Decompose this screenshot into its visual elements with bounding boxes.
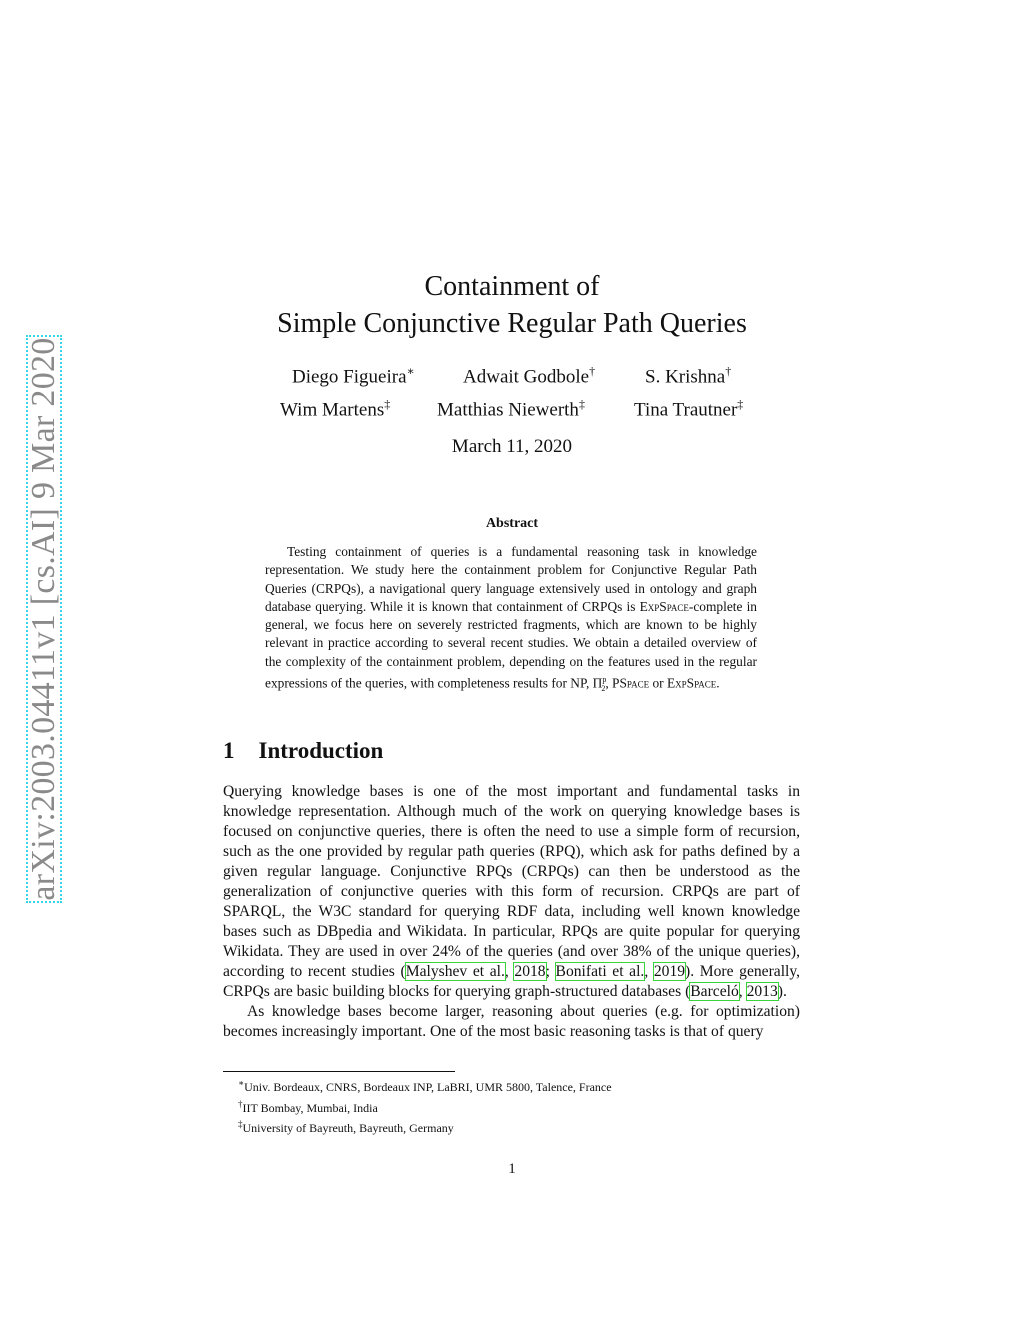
author-name: S. Krishna [645, 366, 726, 388]
paragraph-text: ). [777, 983, 787, 1000]
author-krishna [645, 364, 731, 388]
title-line-1: Containment of [424, 271, 600, 302]
paragraph-1: Querying knowledge bases is one of the most important and fundamental tasks in knowledge representation. Although much of the work on querying knowledge bases is focused on conjunctive queries, there is often the need to use a simple form of recursion, such as the one provided by regular path queries (RPQ), which ask for paths defined by a given regular language. Conjunctive RPQs (CRPQs) can then be understood as the generalization of conjunctive queries with this form of recursion. CRPQs are part of SPARQL, the W3C standard for querying RDF data, including well known knowledge bases such as DBpedia and Wikidata. In particular, RPQs are quite popular for querying Wikidata. They are used in over 24% of the queries (and over 38% of the unique queries), according to recent studies (Malyshev et al., 2018; Bonifati et al., 2019). More generally, CRPQs are basic building blocks for querying graph-structured databases (Barceló, 2013). [223, 783, 801, 1000]
complexity-class: ExpSpace [666, 675, 717, 691]
author-figueira [292, 364, 415, 388]
abstract-body [265, 543, 757, 699]
section-body [223, 782, 800, 1042]
footnotes [238, 1075, 612, 1137]
footnote [238, 1116, 612, 1137]
author-affiliation-mark: ‡ [737, 397, 744, 411]
pi-subscript: 2 [601, 684, 606, 694]
author-affiliation-mark: ‡ [384, 397, 391, 411]
author-name: Tina Trautner [634, 399, 738, 421]
footnote-text: Univ. Bordeaux, CNRS, Bordeaux INP, LaBRI, UMR 5800, Talence, France [244, 1080, 612, 1094]
author-affiliation-mark: ∗ [406, 364, 415, 378]
author-affiliation-mark: † [589, 364, 596, 378]
footnote [238, 1075, 612, 1096]
paper-date: March 11, 2020 [451, 436, 573, 457]
section-heading [223, 738, 383, 764]
citation-link[interactable]: 2019 [653, 963, 686, 980]
author-trautner [634, 397, 743, 421]
arxiv-identifier-box[interactable] [26, 335, 62, 903]
abstract-text: or [649, 675, 667, 691]
section-number: 1 [223, 738, 235, 763]
abstract-text: -complete in general, we focus here on severely restricted fragments, which are known to be highly relevant in practice according to several recent studies. We obtain a detailed overview of the complexity of the containment problem, depending on the features used in the regular expressions of the queries, with completeness results for NP, Π [265, 598, 757, 691]
title-line-2: Simple Conjunctive Regular Path Queries [277, 308, 747, 339]
abstract-text: . [716, 675, 720, 691]
paper-title [0, 268, 1024, 342]
author-name: Matthias Niewerth [437, 399, 579, 421]
author-godbole [463, 364, 595, 388]
author-name: Adwait Godbole [463, 366, 590, 388]
citation-link[interactable]: Malyshev et al. [405, 963, 505, 980]
abstract-heading: Abstract [485, 516, 539, 531]
citation-link[interactable]: Bonifati et al. [555, 963, 645, 980]
paragraph-2: As knowledge bases become larger, reasoning about queries (e.g. for optimization) becomes increasingly important. One of the most basic reasoning tasks is that of query [223, 1003, 800, 1040]
page-number: 1 [508, 1161, 516, 1177]
author-name: Diego Figueira [292, 366, 407, 388]
abstract-text: , [605, 675, 613, 691]
footnote-mark: † [238, 1098, 243, 1109]
footnote-mark: ∗ [238, 1078, 245, 1088]
footnote-text: University of Bayreuth, Bayreuth, Germany [242, 1121, 454, 1135]
author-niewerth [437, 397, 585, 421]
complexity-class: ExpSpace [639, 598, 689, 614]
author-martens [280, 397, 390, 421]
abstract-text: Testing containment of queries is a fundamental reasoning task in knowledge representation. We study here the containment problem for Conjunctive Regular Path Queries (CRPQs), a navigational query language extensively used in ontology and graph database querying. While it is known that containment of CRPQs is [265, 544, 757, 614]
pi-superscript: p [602, 675, 607, 685]
author-name: Wim Martens [280, 399, 385, 421]
author-affiliation-mark: † [725, 364, 732, 378]
citation-link[interactable]: 2018 [514, 963, 546, 980]
footnote-mark: ‡ [238, 1119, 243, 1129]
paragraph-text: ). More generally, CRPQs are basic building blocks for querying graph-structured databases ( [223, 963, 801, 1000]
paragraph-text: Querying knowledge bases is one of the most important and fundamental tasks in knowledge representation. Although much of the work on querying knowledge bases is focused on conjunctive queries, there is often the need to use a simple form of recursion, such as the one provided by regular path queries (RPQ), which ask for paths defined by a given regular language. Conjunctive RPQs (CRPQs) can then be understood as the generalization of conjunctive queries with this form of recursion. CRPQs are part of SPARQL, the W3C standard for querying RDF data, including well known knowledge bases such as DBpedia and Wikidata. In particular, RPQs are quite popular for querying Wikidata. They are used in over 24% of the queries (and over 38% of the unique queries), according to recent studies ( [223, 783, 800, 980]
footnote [238, 1096, 612, 1117]
section-title: Introduction [258, 738, 384, 763]
citation-link[interactable]: 2013 [746, 983, 778, 1000]
author-affiliation-mark: ‡ [578, 397, 585, 411]
complexity-class: PSpace [612, 675, 650, 691]
citation-link[interactable]: Barceló [690, 983, 739, 1000]
arxiv-identifier[interactable]: arXiv:2003.04411v1 [cs.AI] 9 Mar 2020 [25, 337, 62, 901]
footnote-rule [223, 1071, 455, 1072]
footnote-text: IIT Bombay, Mumbai, India [242, 1100, 378, 1115]
